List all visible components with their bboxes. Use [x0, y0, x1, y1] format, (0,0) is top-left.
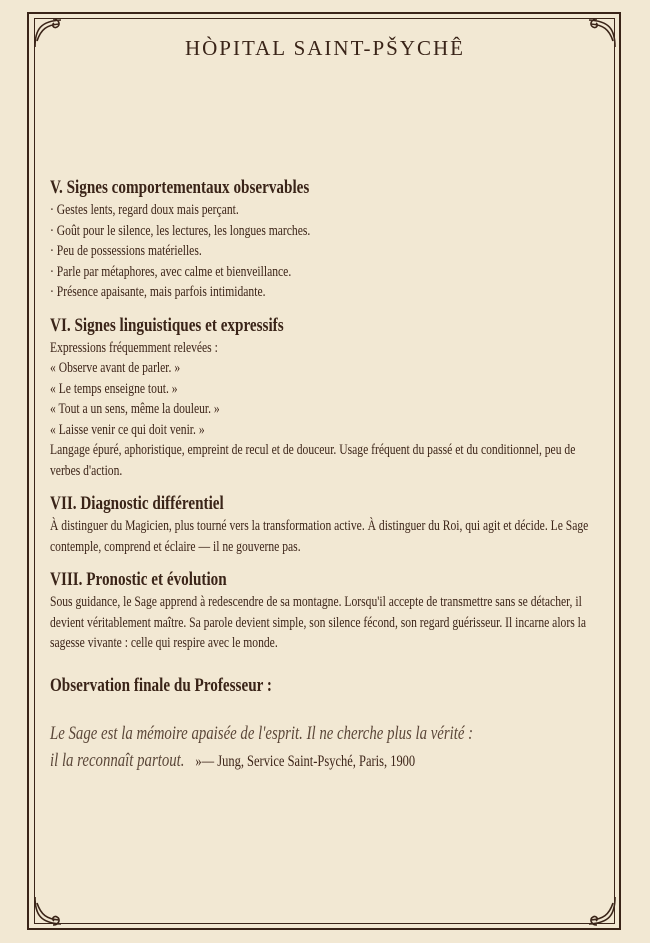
list-item: « Le temps enseigne tout. »: [50, 380, 178, 397]
section-linguistic-signs: [50, 314, 620, 482]
page-title: HÒPITAL SAINT-PŠYCHÊ: [184, 36, 466, 60]
section-behavioral-signs: [50, 176, 620, 303]
quote-signature: »— Jung, Service Saint-Psyché, Paris, 1900: [195, 752, 416, 770]
list-item: « Observe avant de parler. »: [50, 360, 181, 376]
section-differential-diagnosis: [50, 492, 620, 557]
section-paragraph: Langage épuré, aphoristique, empreint de recul et de douceur. Usage fréquent du passé et du conditionnel, peu de verbes d'action.: [50, 442, 576, 479]
corner-flourish-icon: [583, 893, 619, 929]
list-item: · Goût pour le silence, les lectures, les longues marches.: [50, 222, 311, 239]
section-paragraph: Sous guidance, le Sage apprend à redescendre de sa montagne. Lorsqu'il accepte de transmettre sans se détacher, il devient véritablement maître. Sa parole devient simple, son silence fécond, son regard guérisseur. Il incarne alors la sagesse vivante : celle qui respire avec le monde.: [50, 594, 586, 651]
quote-line-with-signature: [50, 747, 495, 775]
list-item: « Tout a un sens, même la douleur. »: [50, 401, 220, 417]
list-item: Expressions fréquemment relevées :: [50, 339, 218, 356]
closing-quote: [50, 720, 620, 775]
list-item: · Gestes lents, regard doux mais perçant.: [50, 202, 239, 218]
section-heading: VIII. Pronostic et évolution: [50, 570, 227, 590]
corner-flourish-icon: [31, 893, 67, 929]
section-heading: VI. Signes linguistiques et expressifs: [50, 315, 284, 336]
section-prognosis: [50, 568, 620, 654]
document-body: [50, 176, 620, 775]
section-heading: VII. Diagnostic différentiel: [50, 494, 224, 514]
quote-line: Le Sage est la mémoire apaisée de l'esprit. Il ne cherche plus la vérité :: [50, 722, 474, 744]
final-observation-heading: Observation finale du Professeur :: [50, 675, 272, 696]
section-paragraph: À distinguer du Magicien, plus tourné vers la transformation active. À distinguer du Roi, qui agit et décide. Le Sage contemple, comprend et éclaire — il ne gouverne pas.: [50, 518, 589, 555]
list-item: · Parle par métaphores, avec calme et bienveillance.: [50, 263, 292, 280]
quote-line: il la reconnaît partout.: [50, 749, 185, 771]
list-item: · Peu de possessions matérielles.: [50, 243, 202, 259]
section-heading: V. Signes comportementaux observables: [50, 178, 310, 198]
list-item: · Présence apaisante, mais parfois intimidante.: [50, 284, 266, 300]
list-item: « Laisse venir ce qui doit venir. »: [50, 421, 205, 438]
